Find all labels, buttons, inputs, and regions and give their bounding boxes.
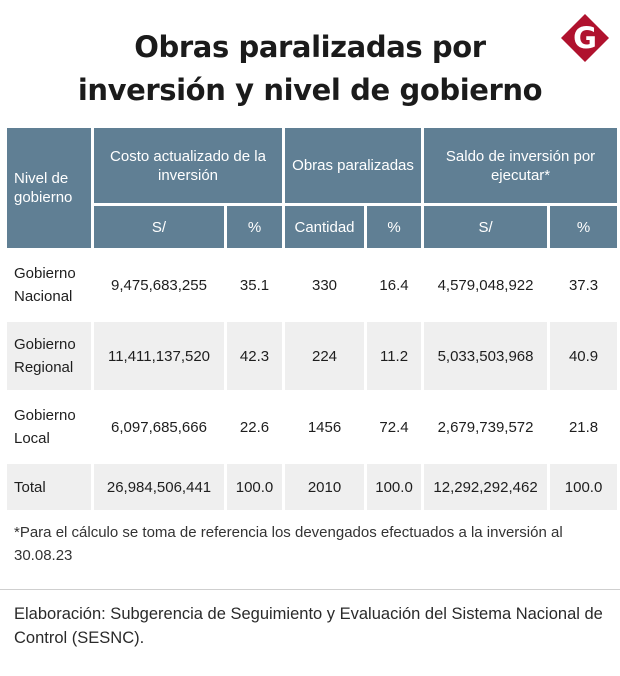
subheader-costo-soles: S/ <box>94 206 224 248</box>
cell-saldo-pct: 100.0 <box>550 464 617 510</box>
cell-saldo-soles: 2,679,739,572 <box>437 418 534 436</box>
cell-obras-cantidad: 330 <box>312 276 338 294</box>
cell-obras-cantidad: 1456 <box>307 418 342 436</box>
cell-costo-soles: 9,475,683,255 <box>111 276 207 294</box>
cell-saldo-pct: 37.3 <box>568 276 599 294</box>
title-line-1: Obras paralizadas por <box>134 30 486 64</box>
cell-obras-pct: 16.4 <box>379 276 409 294</box>
row-header-label: Nivel de gobierno <box>7 128 91 248</box>
cell-costo-pct: 22.6 <box>239 418 270 436</box>
data-table <box>4 125 620 513</box>
row-label: Gobierno Nacional <box>14 265 76 305</box>
row-label: Gobierno Local <box>14 407 76 447</box>
table-row-regional <box>7 322 617 390</box>
cell-costo-pct: 35.1 <box>239 276 270 294</box>
cell-obras-pct: 11.2 <box>367 322 421 390</box>
logo-letter: G <box>573 21 597 55</box>
cell-costo-soles: 26,984,506,441 <box>94 464 224 510</box>
cell-saldo-pct: 21.8 <box>568 418 599 436</box>
cell-obras-pct: 100.0 <box>367 464 421 510</box>
source-credit: Elaboración: Subgerencia de Seguimiento y Evaluación del Sistema Nacional de Control (SESNC). <box>14 605 603 647</box>
title-line-2: inversión y nivel de gobierno <box>77 73 543 107</box>
cell-costo-pct: 42.3 <box>227 322 282 390</box>
cell-saldo-soles: 5,033,503,968 <box>424 322 547 390</box>
table-row-local <box>7 393 617 461</box>
table-row-total <box>7 464 617 510</box>
cell-saldo-pct: 40.9 <box>550 322 617 390</box>
cell-obras-cantidad: 2010 <box>285 464 364 510</box>
subheader-obras-cantidad: Cantidad <box>285 206 364 248</box>
cell-costo-soles: 11,411,137,520 <box>94 322 224 390</box>
cell-obras-pct: 72.4 <box>379 418 409 436</box>
cell-costo-pct: 100.0 <box>227 464 282 510</box>
row-label: Gobierno Regional <box>7 322 91 390</box>
cell-costo-soles: 6,097,685,666 <box>111 418 207 436</box>
page-title <box>0 26 620 112</box>
footnote: *Para el cálculo se toma de referencia los devengados efectuados a la inversión al 30.08.23 <box>14 524 563 564</box>
cell-saldo-soles: 4,579,048,922 <box>437 276 534 294</box>
group-header-saldo: Saldo de inversión por ejecutar* <box>424 128 617 203</box>
subheader-saldo-pct: % <box>550 206 617 248</box>
subheader-costo-pct: % <box>227 206 282 248</box>
subheader-saldo-soles: S/ <box>424 206 547 248</box>
group-header-obras: Obras paralizadas <box>285 128 421 203</box>
divider <box>0 589 620 590</box>
gestion-logo-icon <box>560 13 610 63</box>
group-header-costo: Costo actualizado de la inversión <box>94 128 282 203</box>
subheader-obras-pct: % <box>367 206 421 248</box>
table-row-nacional <box>7 251 617 319</box>
row-label: Total <box>7 464 91 510</box>
cell-obras-cantidad: 224 <box>285 322 364 390</box>
cell-saldo-soles: 12,292,292,462 <box>424 464 547 510</box>
